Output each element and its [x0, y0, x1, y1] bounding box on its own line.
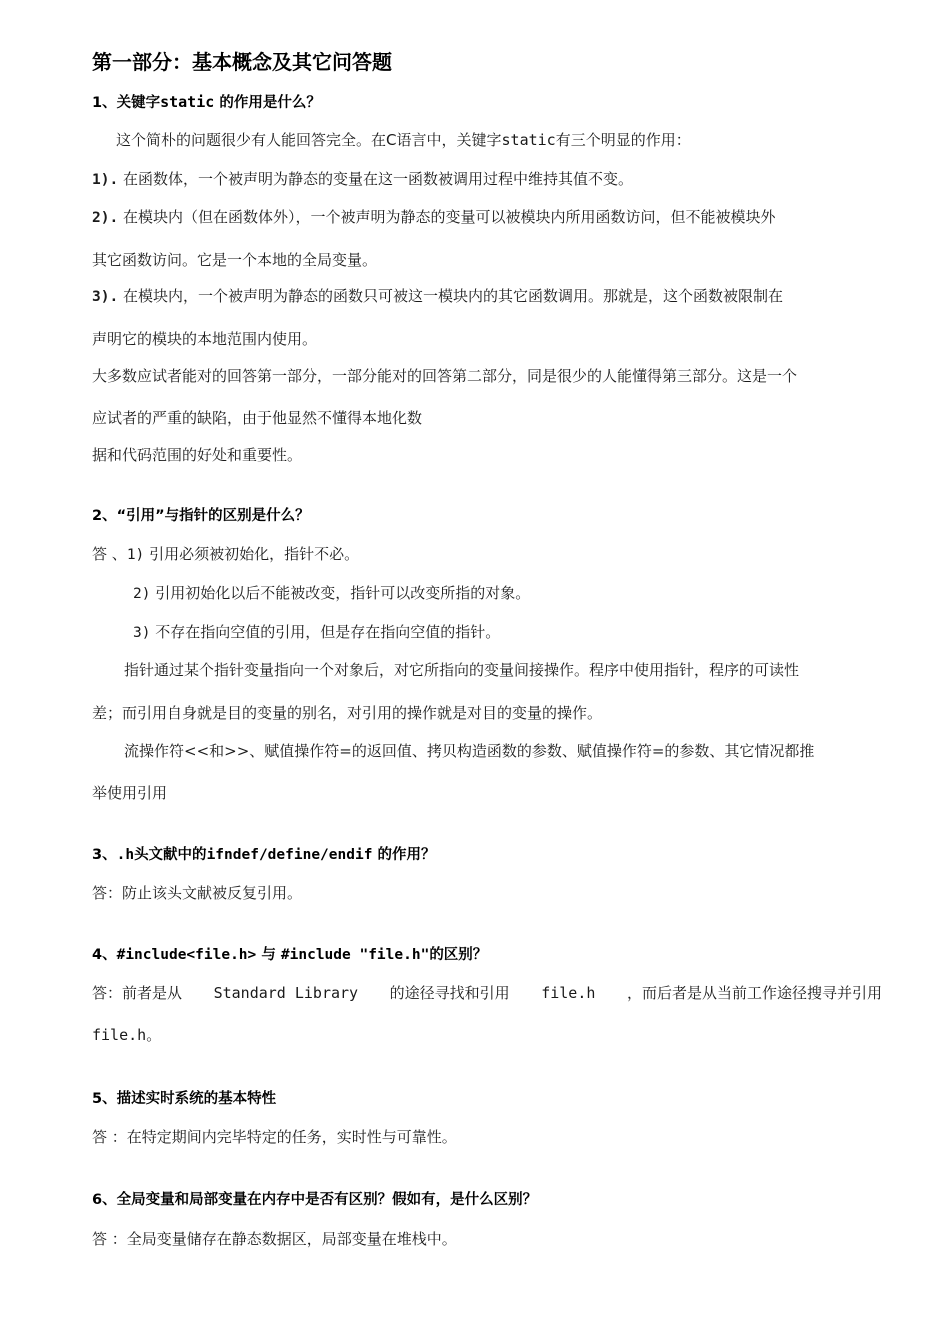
- question-3-heading: 3、.h头文献中的ifndef/define/endif 的作用？: [92, 847, 436, 863]
- q1-summary-line-1: 大多数应试者能对的回答第一部分，一部分能对的回答第二部分，同是很少的人能懂得第三部分。这是一个: [92, 367, 798, 385]
- q1-summary-line-3: 据和代码范围的好处和重要性。: [92, 446, 303, 464]
- q6-answer: 答 ：全局变量储存在静态数据区，局部变量在堆栈中。: [92, 1230, 457, 1248]
- q1-item-2-continued: 其它函数访问。它是一个本地的全局变量。: [92, 251, 378, 269]
- q1-summary-line-2: 应试者的严重的缺陷，由于他显然不懂得本地化数: [92, 409, 423, 427]
- question-6-heading: 6、全局变量和局部变量在内存中是否有区别？假如有，是什么区别？: [92, 1192, 538, 1208]
- q2-answer-2: 2) 引用初始化以后不能被改变，指针可以改变所指的对象。: [133, 584, 531, 602]
- question-1-heading: 1、关键字static 的作用是什么？: [92, 93, 321, 111]
- q2-paragraph-1-line-1: 指针通过某个指针变量指向一个对象后，对它所指向的变量间接操作。程序中使用指针，程序的可读性: [124, 661, 800, 679]
- question-4-heading: 4、#include<file.h> 与 #include "file.h"的区别？: [92, 947, 488, 963]
- q4-answer-line-1: 答：前者是从 Standard Library 的途径寻找和引用 file.h ，而后者是从当前工作途径搜寻并引用: [92, 984, 882, 1002]
- q2-answer-3: 3) 不存在指向空值的引用，但是存在指向空值的指针。: [133, 623, 501, 641]
- q3-answer: 答：防止该头文献被反复引用。: [92, 884, 303, 902]
- q1-item-1: 1). 在函数体，一个被声明为静态的变量在这一函数被调用过程中维持其值不变。: [92, 170, 633, 188]
- page-title: 第一部分：基本概念及其它问答题: [92, 50, 392, 74]
- q1-item-2: 2). 在模块内（但在函数体外），一个被声明为静态的变量可以被模块内所用函数访问，但不能被模块外: [92, 208, 776, 226]
- q2-paragraph-1-line-2: 差；而引用自身就是目的变量的别名，对引用的操作就是对目的变量的操作。: [92, 704, 603, 722]
- q1-intro: 这个简朴的问题很少有人能回答完全。在C语言中，关键字static有三个明显的作用：: [116, 131, 691, 149]
- q1-item-3-continued: 声明它的模块的本地范围内使用。: [92, 330, 318, 348]
- question-2-heading: 2、“引用”与指针的区别是什么？: [92, 508, 310, 524]
- q2-paragraph-2-line-2: 举使用引用: [92, 784, 168, 802]
- q2-paragraph-2-line-1: 流操作符<<和>>、赋值操作符=的返回值、拷贝构造函数的参数、赋值操作符=的参数、其它情况都推: [124, 742, 815, 760]
- q1-item-3: 3). 在模块内，一个被声明为静态的函数只可被这一模块内的其它函数调用。那就是，这个函数被限制在: [92, 287, 783, 305]
- q4-answer-line-2: file.h。: [92, 1026, 162, 1044]
- q5-answer: 答 ：在特定期间内完毕特定的任务，实时性与可靠性。: [92, 1128, 457, 1146]
- q2-answer-1: 答 、1) 引用必须被初始化，指针不必。: [92, 545, 360, 563]
- question-5-heading: 5、描述实时系统的基本特性: [92, 1091, 277, 1107]
